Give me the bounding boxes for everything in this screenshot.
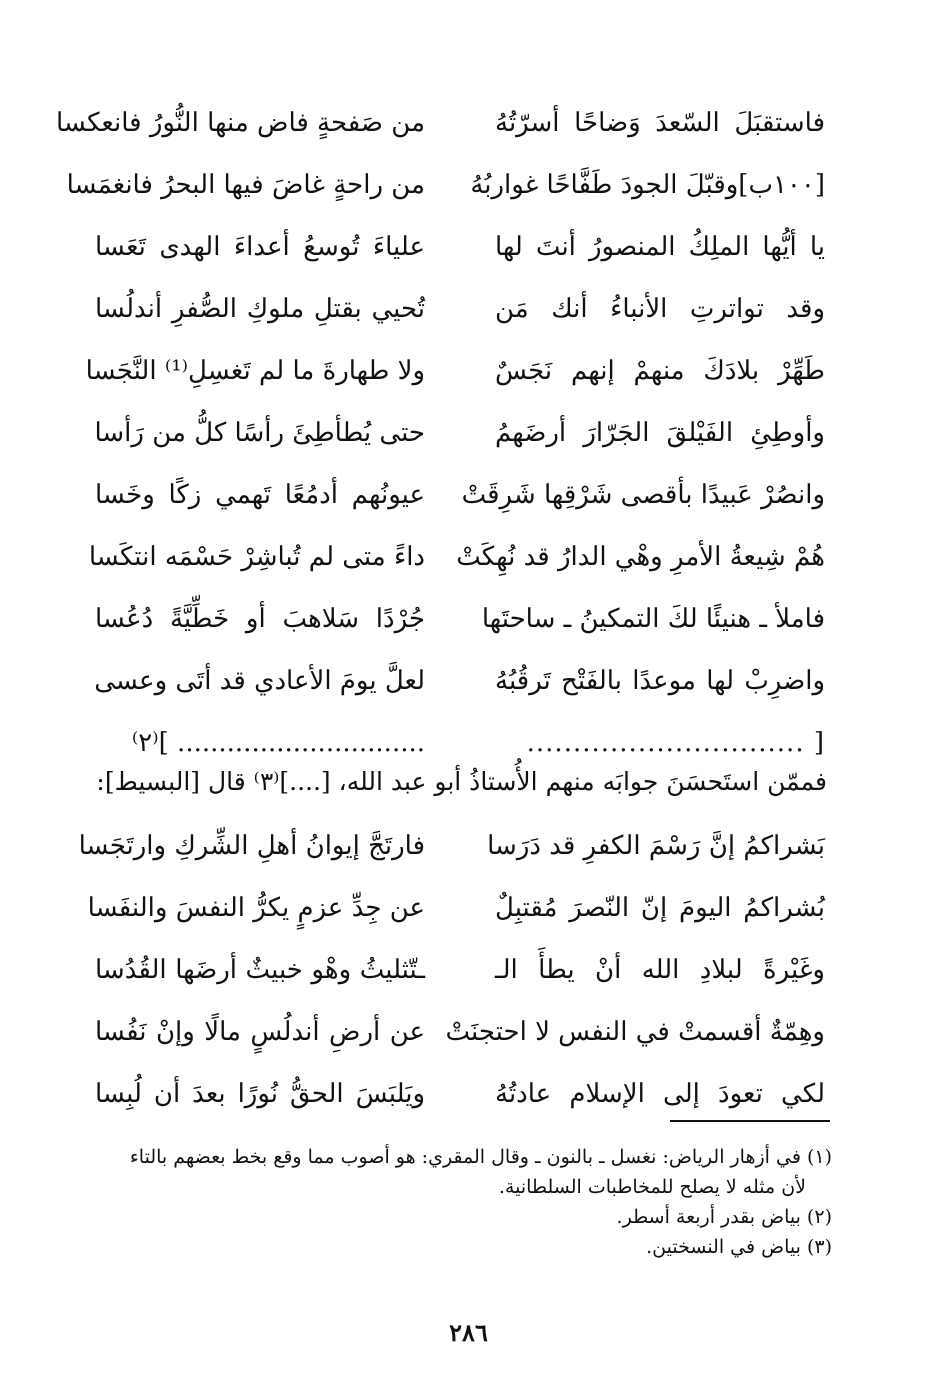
- verse: [66, 154, 825, 216]
- verse: [95, 402, 825, 464]
- footnote-3: (٣) بياض في النسختين.: [646, 1236, 832, 1258]
- hemistich-right: وأوطِئِ الفَيْلقَ الجَرّارَ أرضَهمُ: [495, 418, 825, 448]
- verse: [95, 464, 825, 526]
- verse: [95, 216, 825, 278]
- hemistich-right: بَشراكمُ إنَّ رَسْمَ الكفرِ قد دَرَسا: [487, 831, 825, 861]
- hemistich-right: واضرِبْ لها موعدًا بالفَتْح تَرقُبُهُ: [495, 666, 825, 696]
- hemistich-right: فاستقبَلَ السّعدَ وَضاحًا أسرّتُهُ: [495, 108, 825, 138]
- hemistich-left: علياءَ تُوسعُ أعداءَ الهدى تَعَسا: [95, 232, 425, 262]
- verse: [95, 588, 825, 650]
- verse: [85, 340, 825, 402]
- hemistich-left: حتى يُطأطِئَ رأسًا كلُّ من رَأسا: [94, 418, 425, 448]
- hemistich-left: عن جِدِّ عزمٍ يكرُّ النفسَ والنفَسا: [87, 893, 425, 923]
- verse: [95, 939, 825, 1001]
- hemistich-right: وانصُرْ عَبيدًا بأقصى شَرْقِها شَرِقَتْ: [461, 480, 825, 510]
- hemistich-left: لعلَّ يومَ الأعادي قد أتَى وعسى: [94, 666, 425, 696]
- hemistich-left: ـتّثليثُ وهْو خبيثٌ أرضَها القُدُسا: [95, 955, 425, 985]
- footnote-1-line-1: (١) في أزهار الرياض: نغسل ـ بالنون ـ وقال المقري: هو أصوب مما وقع بخط بعضهم بالتاء: [129, 1146, 832, 1168]
- verse: [78, 815, 825, 877]
- hemistich-left: عن أرضِ أندلُسٍ مالًا وإنْ نَفُسا: [95, 1017, 425, 1047]
- hemistich-left: ولا طهارةَ ما لم تَغسِلِ⁽¹⁾ النَّجَسا: [85, 356, 425, 386]
- hemistich-right: يا أيُّها الملِكُ المنصورُ أنتَ لها: [495, 232, 825, 262]
- hemistich-right: وهِمّةٌ أقسمتْ في النفس لا احتجنَتْ: [445, 1017, 825, 1047]
- footnote-2: (٢) بياض بقدر أربعة أسطر.: [616, 1206, 832, 1228]
- prose-intro-line: فممّن استَحسَنَ جوابَه منهم الأُستاذُ أبو عبد الله، [....]⁽٣⁾ قال [البسيط]:: [96, 767, 827, 796]
- hemistich-left: ويَلبَسَ الحقُّ نُورًا بعدَ أن لُبِسا: [95, 1079, 425, 1109]
- footnote-1-line-2: لأن مثله لا يصلح للمخاطبات السلطانية.: [498, 1176, 806, 1198]
- hemistich-left: تُحيي بقتلِ ملوكِ الصُّفرِ أندلُسا: [95, 294, 425, 324]
- hemistich-right: طَهِّرْ بلادَكَ منهمْ إنهم نَجَسٌ: [495, 356, 825, 386]
- hemistich-left: من صَفحةٍ فاض منها النُّورُ فانعكسا: [55, 108, 425, 138]
- verse: [88, 526, 825, 588]
- hemistich-right: وقد تواترتِ الأنباءُ أنك مَن: [495, 294, 825, 324]
- verse: [87, 877, 825, 939]
- lacuna-left: .............................. ]⁽٢⁾: [131, 728, 425, 758]
- hemistich-right: وغَيْرةً لبلادِ الله أنْ يطأَ الـ: [495, 955, 825, 985]
- hemistich-left: عيونُهم أدمُعًا تَهمي زكًا وخَسا: [95, 480, 425, 510]
- poem-part-1: [55, 92, 825, 774]
- verse: [95, 650, 825, 712]
- verse: [95, 1063, 825, 1125]
- verse: [95, 1001, 825, 1063]
- hemistich-left: جُرْدًا سَلاهبَ أو خَطِّيَّةً دُعُسا: [95, 604, 425, 634]
- footnote-separator: [670, 1120, 830, 1122]
- verse: [95, 278, 825, 340]
- verse: [55, 92, 825, 154]
- hemistich-right: فاملأ ـ هنيئًا لكَ التمكينُ ـ ساحتَها: [481, 604, 825, 634]
- hemistich-right: بُشراكمُ اليومَ إنّ النّصرَ مُقتبِلٌ: [495, 893, 825, 923]
- hemistich-left: من راحةٍ غاضَ فيها البحرُ فانغمَسا: [66, 170, 425, 200]
- hemistich-right: [١٠٠ب]وقبّلَ الجودَ طَفَّاحًا غواربُهُ: [470, 170, 825, 200]
- lacuna-right: [ ..............................: [526, 728, 825, 758]
- poem-part-2: [78, 815, 825, 1125]
- hemistich-left: فارتَجَّ إيوانُ أهلِ الشِّركِ وارتَجَسا: [78, 831, 425, 861]
- page-number: ٢٨٦: [449, 1318, 488, 1347]
- hemistich-right: لكي تعودَ إلى الإسلام عادتُهُ: [495, 1079, 825, 1109]
- hemistich-right: هُمْ شِيعةُ الأمرِ وهْي الدارُ قد نُهِكَتْ: [456, 542, 825, 572]
- footnotes: [92, 1142, 832, 1262]
- hemistich-left: داءً متى لم تُباشِرْ حَسْمَه انتكَسا: [88, 542, 425, 572]
